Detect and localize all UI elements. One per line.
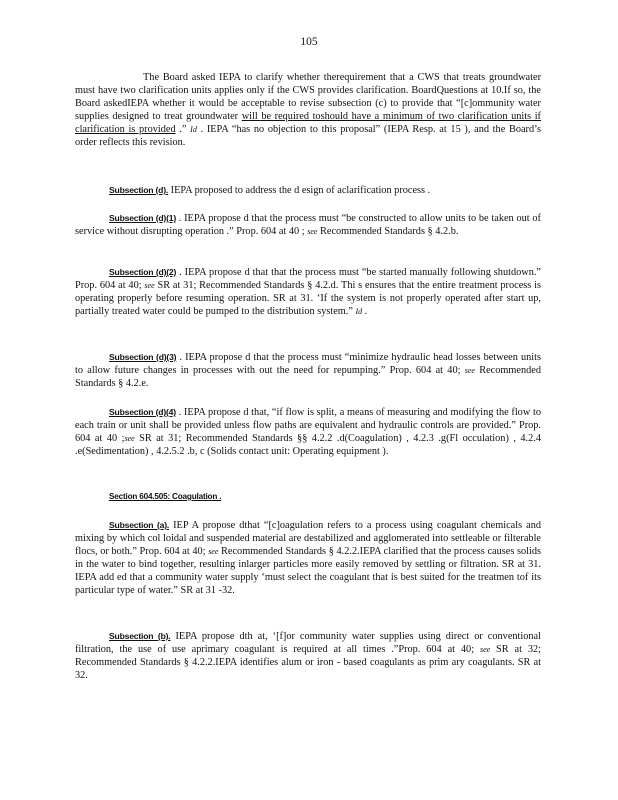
subsection-heading: Subsection (b).: [109, 631, 171, 641]
underlined-insertion: will be required toshould have a minimum of two clarification units if clarification is provided: [75, 110, 541, 135]
paragraph-text: Recommended Standards § 4.2.2.IEPA clarified that the process causes solids in the water to bind together, resulting inlarger particles more easily removed by settling or filtration. SR at 31. IEPA add ed that a community water supply ‘must select the coagulant that is best suited for the treatmen tof its particular type of water.” SR at 31 -32.: [75, 545, 541, 596]
page-number: 105: [300, 36, 318, 48]
citation-see: see: [144, 280, 155, 290]
paragraph-text: IEPA propose dth at, ‘[f]or community water supplies using direct or conventional filtration, the use of use aprimary coagulant is required at all times .”Prop. 604 at 40;: [75, 631, 541, 655]
paragraph-text: SR at 31; Recommended Standards §§ 4.2.2 .d(Coagulation) , 4.2.3 .g(Fl occulation) , 4.2.4 .e(Sedimentation) , 4.2.5.2 .b, c (Solids contact unit: Operating equipment ).: [75, 432, 541, 457]
paragraph-text: . IEPA propose d that that the process must “be started manually following shutdown.” Prop. 604 at 40;: [75, 267, 541, 291]
section-heading: Section 604.505: Coagulation .: [109, 492, 222, 501]
citation-see: see: [464, 365, 475, 375]
citation-see: see: [307, 226, 318, 236]
paragraph-subsection-d: [75, 184, 541, 198]
citation-see: see: [479, 644, 491, 654]
citation-see: see: [124, 433, 135, 443]
paragraph-subsection-d3: [75, 351, 541, 391]
paragraph-text: The Board asked IEPA to clarify whether therequirement that a CWS that treats groundwater must have two clarification units applies only if the CWS provides clarification. BoardQuestions at 10.If so, the Board askedIEPA whether it would be acceptable to revise subsection (c) to provide that “[c]ommunity water supplies designed to treat groundwater: [75, 72, 541, 122]
subsection-heading: Subsection (d)(1): [109, 213, 176, 223]
paragraph-subsection-d2: [75, 266, 541, 319]
paragraph-text: . IEPA propose d that the process must “be constructed to allow units to be taken out of service without disrupting operation .” Prop. 604 at 40 ;: [75, 213, 541, 237]
subsection-heading: Subsection (d)(2): [109, 267, 177, 277]
paragraph-coagulation-a: [75, 519, 541, 597]
paragraph-text: Recommended Standards § 4.2.b.: [317, 225, 459, 237]
paragraph-text: .: [362, 305, 368, 317]
paragraph-text: Recommended Standards § 4.2.e.: [75, 364, 542, 389]
citation-id: Id: [355, 306, 363, 316]
paragraph-text: IEPA proposed to address the d esign of aclarification process .: [168, 185, 431, 196]
paragraph-text: SR at 32; Recommended Standards § 4.2.2.IEPA identifies alum or iron - based coagulants as prim ary coagulants. SR at 32.: [75, 643, 542, 681]
subsection-heading: Subsection (a).: [109, 520, 170, 530]
paragraph-text: . IEPA propose d that, “if flow is split, a means of measuring and modifying the flow to each train or unit shall be provided unless flow paths are equivalent and hydraulic controls are provided.” Prop. 604 at 40 ;: [75, 407, 541, 444]
paragraph-text: .”: [175, 123, 191, 135]
paragraph-text: IEP A propose dthat “[c]oagulation refers to a process using coagulant chemicals and mixing by which col loidal and suspended material are destabilized and agglomerated into settleable or filterable flocs, or both.” Prop. 604 at 40;: [75, 520, 541, 557]
paragraph-subsection-d1: [75, 212, 541, 239]
citation-id: Id: [190, 124, 197, 134]
paragraph-subsection-d4: [75, 406, 541, 459]
paragraph-text: SR at 31; Recommended Standards § 4.2.d. Thi s ensures that the entire treatment process is operating properly before resuming operation. SR at 31. ‘If the system is not properly operated after start up, partially treated water could be pumped to the distribution system.”: [75, 279, 541, 317]
citation-see: see: [208, 546, 219, 556]
subsection-heading: Subsection (d).: [109, 185, 169, 195]
paragraph-text: . IEPA “has no objection to this proposal” (IEPA Resp. at 15 ), and the Board’s order reflects this revision.: [75, 123, 541, 148]
paragraph-board-clarification: [75, 72, 541, 149]
subsection-heading: Subsection (d)(3): [109, 352, 177, 362]
subsection-heading: Subsection (d)(4): [109, 407, 176, 417]
paragraph-text: . IEPA propose d that the process must “minimize hydraulic head losses between units to allow future changes in processes with out the need for repumping.” Prop. 604 at 40;: [75, 352, 542, 376]
paragraph-coagulation-b: [75, 630, 541, 683]
